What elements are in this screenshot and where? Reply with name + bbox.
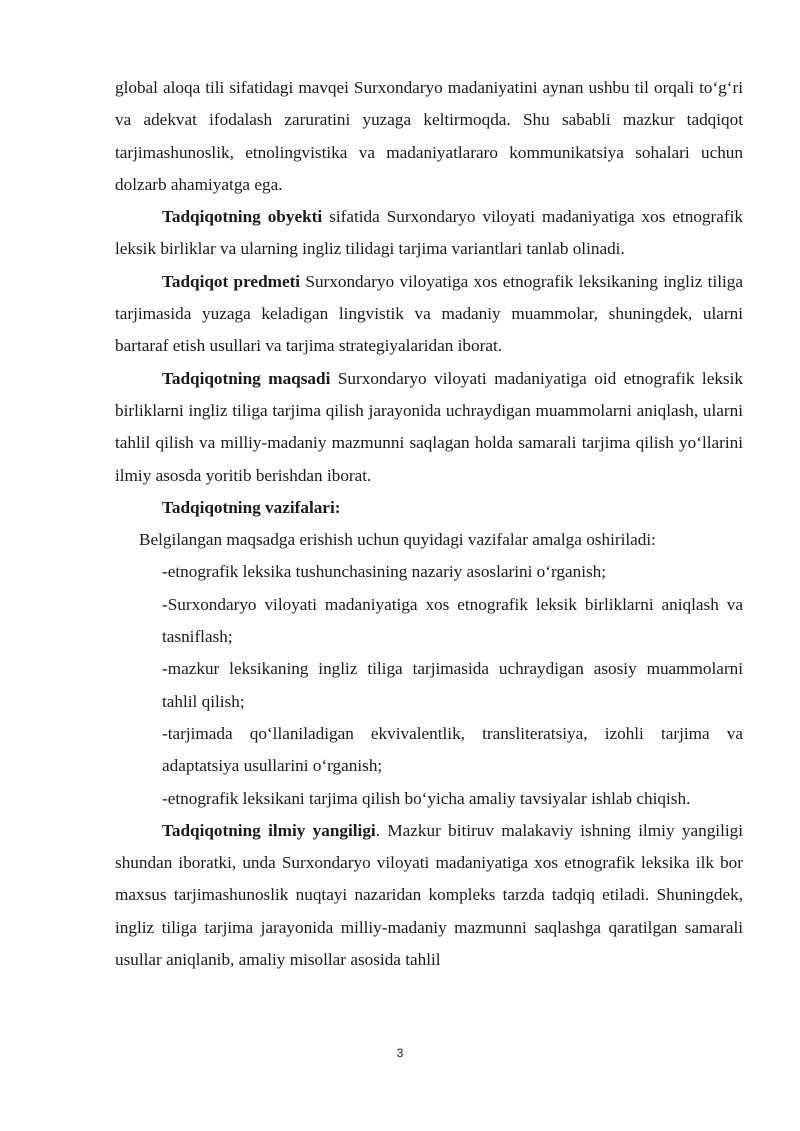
goal-heading: Tadqiqotning maqsadi [162, 368, 331, 388]
task-item: -etnografik leksika tushunchasining nazariy asoslarini o‘rganish; [162, 562, 607, 582]
novelty-text: . Mazkur bitiruv malakaviy ishning ilmiy yangiligi shundan iboratki, unda Surxondaryo viloyati madaniyatiga xos etnografik leksika ilk bor maxsus tarjimashunoslik nuqtayi nazaridan kompleks tarzda tadqiq etiladi. Shuningdek, ingliz tiliga tarjima jarayonida milliy-madaniy mazmunni saqlashga qaratilgan samarali usullar aniqlanib, amaliy misollar asosida tahlil [115, 820, 743, 970]
task-item: -Surxondaryo viloyati madaniyatiga xos etnografik leksik birliklarni aniqlash va tasniflash; [162, 594, 743, 647]
paragraph-relevance: global aloqa tili sifatidagi mavqei Surxondaryo madaniyatini aynan ushbu til orqali to‘g‘ri va adekvat ifodalash zaruratini yuzaga keltirmoqda. Shu sababli mazkur tadqiqot tarjimashunoslik, etnolingvistika va madaniyatlararo kommunikatsiya sohalari uchun dolzarb ahamiyatga ega. [115, 78, 743, 194]
subject-heading: Tadqiqot predmeti [162, 271, 301, 291]
task-item: -tarjimada qo‘llaniladigan ekvivalentlik, transliteratsiya, izohli tarjima va adaptatsiya usullarini o‘rganish; [162, 723, 743, 776]
paragraph-novelty [115, 815, 743, 976]
document-page [115, 72, 743, 976]
tasks-intro: Belgilangan maqsadga erishish uchun quyidagi vazifalar amalga oshiriladi: [139, 530, 656, 550]
subject-text: Surxondaryo viloyatiga xos etnografik leksikaning ingliz tiliga tarjimasida yuzaga keladigan lingvistik va madaniy muammolar, shuningdek, ularni bartaraf etish usullari va tarjima strategiyalaridan iborat. [115, 271, 743, 356]
paragraph-subject [115, 266, 743, 363]
paragraph-object [115, 201, 743, 266]
tasks-heading: Tadqiqotning vazifalari: [162, 497, 341, 517]
task-item: -mazkur leksikaning ingliz tiliga tarjimasida uchraydigan asosiy muammolarni tahlil qilish; [162, 659, 743, 711]
object-heading: Tadqiqotning obyekti [162, 207, 323, 227]
novelty-heading: Tadqiqotning ilmiy yangiligi [162, 820, 376, 840]
task-item: -etnografik leksikani tarjima qilish bo‘yicha amaliy tavsiyalar ishlab chiqish. [162, 788, 691, 808]
goal-text: Surxondaryo viloyati madaniyatiga oid etnografik leksik birliklarni ingliz tiliga tarjima qilish jarayonida uchraydigan muammolarni aniqlash, ularni tahlil qilish va milliy-madaniy mazmunni saqlagan holda samarali tarjima qilish yo‘llarini ilmiy asosda yoritib berishdan iborat. [115, 368, 743, 485]
page-number: 3 [396, 1046, 404, 1060]
paragraph-goal [115, 363, 743, 492]
object-text: sifatida Surxondaryo viloyati madaniyatiga xos etnografik leksik birliklar va ularning ingliz tilidagi tarjima variantlari tanlab olinadi. [115, 207, 744, 259]
